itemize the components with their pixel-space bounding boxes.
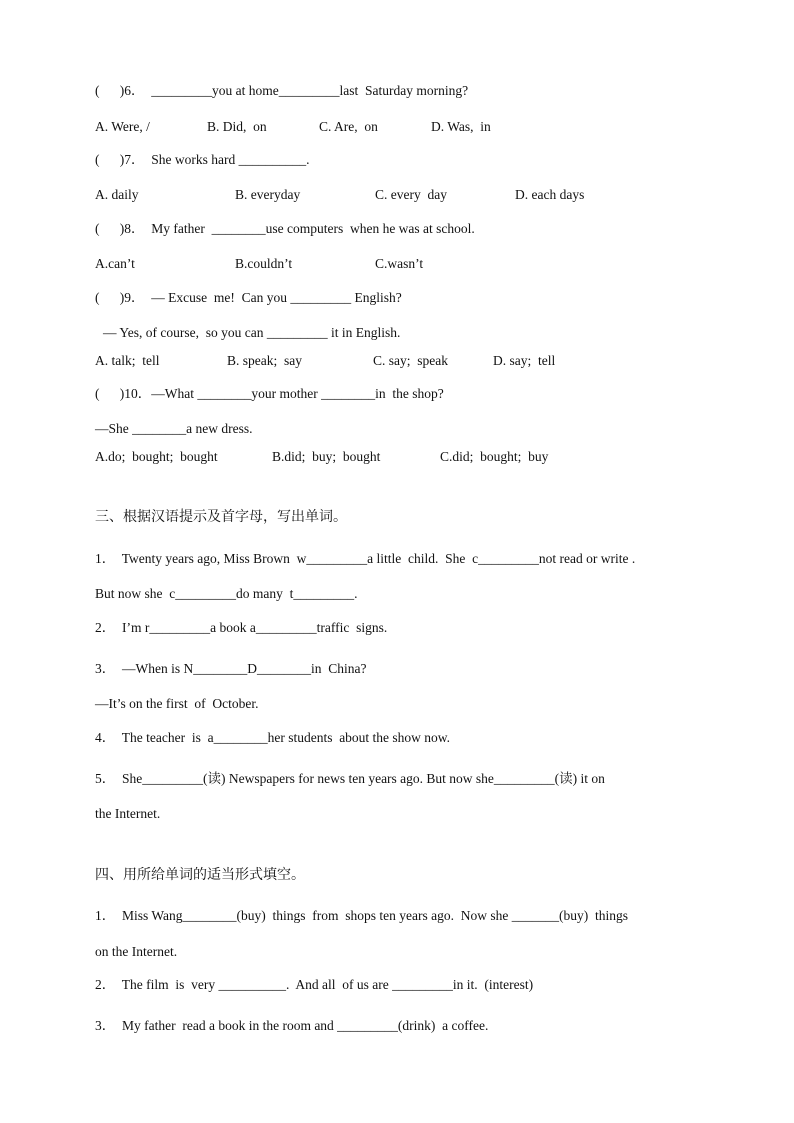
s3-line-3: 2． I’m r_________a book a_________traffic signs.	[95, 620, 388, 635]
s3-line-7: 5． She_________(读) Newspapers for news ten years ago. But now she_________(读) it on	[95, 771, 605, 786]
question-7-stem: ( )7． She works hard __________.	[95, 152, 310, 167]
question-9-stem: ( )9． — Excuse me! Can you _________ English?	[95, 290, 402, 305]
q8-option-a: A.can’t	[95, 256, 135, 271]
s3-line-8: the Internet.	[95, 806, 161, 821]
q9-option-b: B. speak; say	[227, 353, 302, 368]
question-6-stem: ( )6． _________you at home_________last Saturday morning?	[95, 83, 469, 98]
section-4-heading: 四、用所给单词的适当形式填空。	[95, 867, 305, 883]
s3-line-5: —It’s on the first of October.	[95, 696, 259, 711]
s4-line-1: 1． Miss Wang________(buy) things from shops ten years ago. Now she _______(buy) things	[95, 908, 628, 923]
q6-option-b: B. Did, on	[207, 119, 267, 134]
s3-line-1: 1． Twenty years ago, Miss Brown w_________a little child. She c_________not read or write .	[95, 551, 636, 566]
section-3-heading: 三、根据汉语提示及首字母，写出单词。	[95, 509, 347, 525]
q8-option-c: C.wasn’t	[375, 256, 424, 271]
q8-option-b: B.couldn’t	[235, 256, 293, 271]
question-10-stem: ( )10．—What ________your mother ________in the shop?	[95, 386, 444, 401]
q9-option-a: A. talk; tell	[95, 353, 160, 368]
q10-option-b: B.did; buy; bought	[272, 449, 381, 464]
s3-line-6: 4． The teacher is a________her students about the show now.	[95, 730, 451, 745]
q9-option-d: D. say; tell	[493, 353, 556, 368]
q10-option-c: C.did; bought; buy	[440, 449, 549, 464]
question-8-stem: ( )8． My father ________use computers when he was at school.	[95, 221, 475, 236]
q6-option-a: A. Were, /	[95, 119, 150, 134]
q6-option-d: D. Was, in	[431, 119, 491, 134]
s4-line-3: 2． The film is very __________. And all of us are _________in it. (interest)	[95, 977, 534, 992]
question-9-reply: — Yes, of course, so you can _________ it in English.	[103, 325, 401, 340]
q7-option-b: B. everyday	[235, 187, 301, 202]
q7-option-c: C. every day	[375, 187, 447, 202]
q9-option-c: C. say; speak	[373, 353, 448, 368]
s3-line-2: But now she c_________do many t_________.	[95, 586, 358, 601]
s4-line-2: on the Internet.	[95, 944, 178, 959]
q7-option-a: A. daily	[95, 187, 139, 202]
s4-line-4: 3． My father read a book in the room and _________(drink) a coffee.	[95, 1018, 489, 1033]
q7-option-d: D. each days	[515, 187, 585, 202]
question-10-reply: —She ________a new dress.	[95, 421, 253, 436]
q10-option-a: A.do; bought; bought	[95, 449, 218, 464]
s3-line-4: 3． —When is N________D________in China?	[95, 661, 367, 676]
q6-option-c: C. Are, on	[319, 119, 378, 134]
